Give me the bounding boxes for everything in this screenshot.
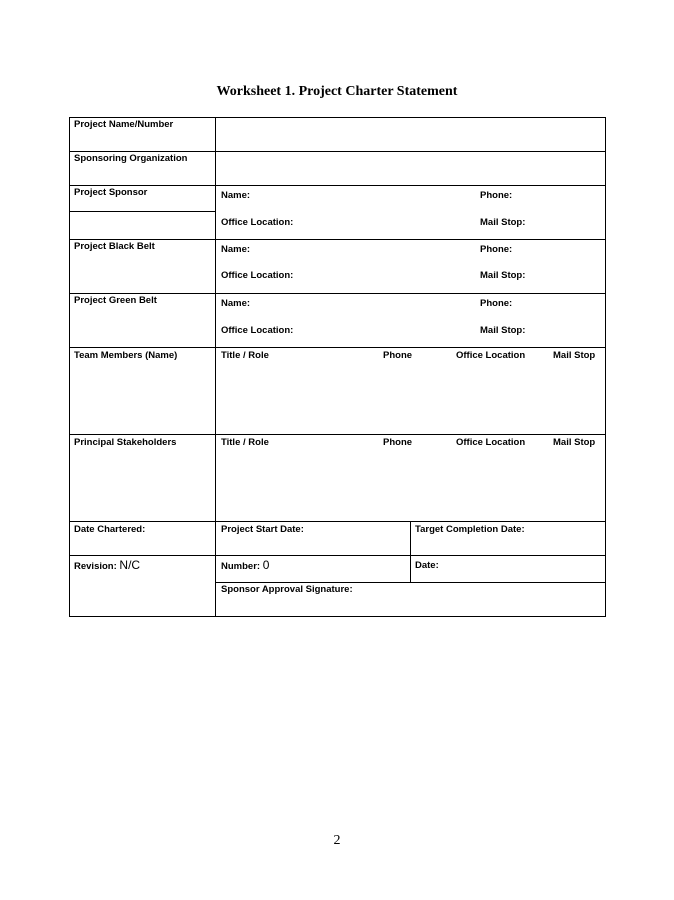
team-title-role-header: Title / Role — [221, 350, 269, 361]
team-members-label: Team Members (Name) — [74, 350, 178, 361]
row-divider — [69, 185, 606, 186]
revision-label: Revision: — [74, 561, 117, 572]
date-column-divider — [410, 521, 411, 583]
form-border-right — [605, 117, 606, 617]
sponsor-phone-label[interactable]: Phone: — [480, 190, 513, 201]
green-belt-phone-label[interactable]: Phone: — [480, 298, 513, 309]
row-divider — [69, 293, 606, 294]
team-office-location-header: Office Location — [456, 350, 526, 361]
sponsor-name-label[interactable]: Name: — [221, 190, 251, 201]
row-divider — [69, 555, 606, 556]
form-border-bottom — [69, 616, 606, 617]
page-title: Worksheet 1. Project Charter Statement — [216, 84, 458, 99]
charter-form — [69, 117, 606, 617]
project-sponsor-label: Project Sponsor — [74, 187, 148, 198]
target-completion-date-label[interactable]: Target Completion Date: — [415, 524, 525, 535]
green-belt-office-location-label[interactable]: Office Location: — [221, 325, 294, 336]
revision-value: N/C — [119, 558, 141, 572]
team-members-entry-area[interactable] — [70, 365, 605, 434]
number-value: 0 — [262, 558, 270, 572]
date-field[interactable]: Date: — [415, 560, 439, 571]
project-name-label: Project Name/Number — [74, 119, 174, 130]
green-belt-name-label[interactable]: Name: — [221, 298, 251, 309]
stakeholders-label: Principal Stakeholders — [74, 437, 177, 448]
black-belt-name-label[interactable]: Name: — [221, 244, 251, 255]
sponsor-approval-signature-label[interactable]: Sponsor Approval Signature: — [221, 584, 353, 595]
date-chartered-label[interactable]: Date Chartered: — [74, 524, 146, 535]
green-belt-mail-stop-label[interactable]: Mail Stop: — [480, 325, 526, 336]
stakeholders-entry-area[interactable] — [70, 452, 605, 521]
number-field[interactable] — [221, 560, 269, 572]
page-number: 2 — [333, 833, 341, 848]
revision-field[interactable] — [74, 560, 140, 572]
stakeholders-office-location-header: Office Location — [456, 437, 526, 448]
sponsor-office-location-label[interactable]: Office Location: — [221, 217, 294, 228]
row-divider — [69, 347, 606, 348]
team-mail-stop-header: Mail Stop — [553, 350, 596, 361]
black-belt-phone-label[interactable]: Phone: — [480, 244, 513, 255]
row-divider — [69, 239, 606, 240]
row-divider — [69, 434, 606, 435]
team-phone-header: Phone — [383, 350, 413, 361]
row-divider — [69, 521, 606, 522]
sponsor-label-divider — [69, 211, 216, 212]
green-belt-label: Project Green Belt — [74, 295, 157, 306]
sponsoring-organization-label: Sponsoring Organization — [74, 153, 188, 164]
black-belt-label: Project Black Belt — [74, 241, 155, 252]
number-label: Number: — [221, 561, 261, 572]
sponsor-mail-stop-label[interactable]: Mail Stop: — [480, 217, 526, 228]
black-belt-office-location-label[interactable]: Office Location: — [221, 270, 294, 281]
stakeholders-title-role-header: Title / Role — [221, 437, 269, 448]
stakeholders-phone-header: Phone — [383, 437, 413, 448]
project-name-field[interactable] — [216, 118, 605, 151]
sponsoring-organization-field[interactable] — [216, 152, 605, 185]
black-belt-mail-stop-label[interactable]: Mail Stop: — [480, 270, 526, 281]
project-start-date-label[interactable]: Project Start Date: — [221, 524, 304, 535]
stakeholders-mail-stop-header: Mail Stop — [553, 437, 596, 448]
